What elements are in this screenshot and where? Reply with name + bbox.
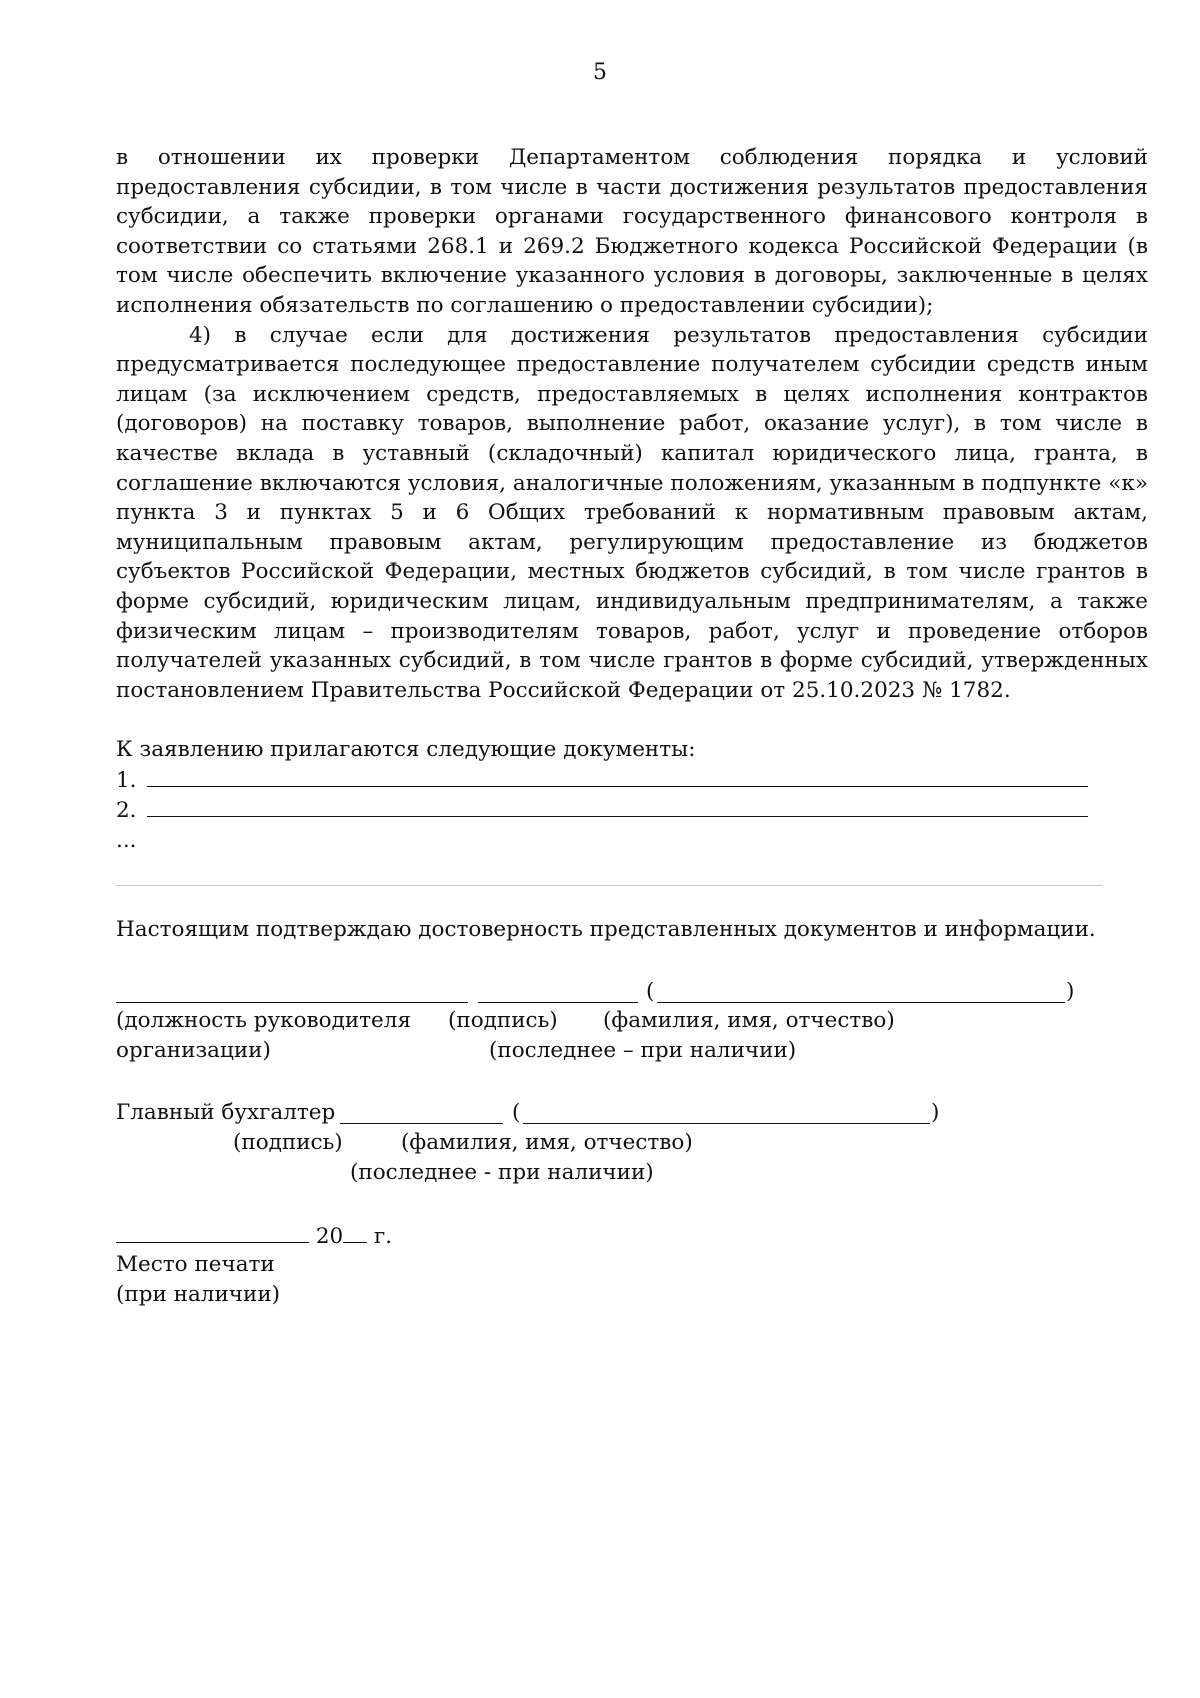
stamp-label: Место печати: [116, 1252, 275, 1277]
attachment-line-1: [116, 764, 1088, 795]
head-name-close-paren: ): [1066, 979, 1075, 1004]
accountant-title: Главный бухгалтер: [116, 1100, 336, 1125]
head-signature-blank[interactable]: [478, 980, 638, 1003]
page-number: 5: [593, 60, 607, 85]
head-position-caption: (должность руководителя: [116, 1008, 412, 1033]
accountant-name-blank[interactable]: [523, 1101, 930, 1124]
head-name-caption-2: (последнее – при наличии): [489, 1038, 797, 1063]
head-name-caption: (фамилия, имя, отчество): [603, 1008, 895, 1033]
attachments-heading: К заявлению прилагаются следующие документы:: [116, 737, 696, 762]
accountant-close-paren: ): [931, 1100, 940, 1125]
attachment-blank-1[interactable]: [147, 764, 1088, 787]
confirmation-text: Настоящим подтверждаю достоверность представленных документов и информации.: [116, 917, 1096, 942]
head-position-caption-2: организации): [116, 1038, 271, 1063]
date-year-suffix: г.: [374, 1224, 393, 1249]
attachment-line-2: [116, 794, 1088, 825]
head-name-blank[interactable]: [657, 980, 1065, 1003]
attachment-blank-2[interactable]: [147, 794, 1088, 817]
head-position-blank[interactable]: [116, 980, 468, 1003]
attachment-number-1: 1.: [116, 768, 137, 793]
attachment-number-2: 2.: [116, 798, 137, 823]
separator-line: [116, 885, 1102, 886]
head-name-open-paren: (: [646, 979, 655, 1004]
accountant-name-caption: (фамилия, имя, отчество): [401, 1130, 693, 1155]
head-signature-caption: (подпись): [448, 1008, 558, 1033]
date-year-blank[interactable]: [343, 1220, 367, 1243]
paragraph-item-4: 4) в случае если для достижения результатов предоставления субсидии предусматривается последующее предоставление получателем субсидии средств иным лицам (за исключением средств, предоставляемых в целях исполнения контрактов (договоров) на поставку товаров, выполнение работ, оказание услуг), в том числе в качестве вклада в уставный (складочный) капитал юридического лица, гранта, в соглашение включаются условия, аналогичные положениям, указанным в подпункте «к» пункта 3 и пунктах 5 и 6 Общих требований к нормативным правовым актам, муниципальным правовым актам, регулирующим предоставление из бюджетов субъектов Российской Федерации, местных бюджетов субсидий, в том числе грантов в форме субсидий, юридическим лицам, индивидуальным предпринимателям, а также физическим лицам – производителям товаров, работ, услуг и проведение отборов получателей указанных субсидий, в том числе грантов в форме субсидий, утвержденных постановлением Правительства Российской Федерации от 25.10.2023 № 1782.: [116, 322, 1148, 703]
date-day-month-blank[interactable]: [116, 1220, 309, 1243]
accountant-open-paren: (: [512, 1100, 521, 1125]
date-line: [116, 1220, 392, 1251]
date-year-prefix: 20: [315, 1224, 344, 1249]
attachments-ellipsis: ...: [116, 828, 137, 853]
accountant-signature-caption: (подпись): [233, 1130, 343, 1155]
accountant-name-caption-2: (последнее - при наличии): [350, 1160, 654, 1185]
body-text: [116, 143, 1148, 705]
stamp-label-2: (при наличии): [116, 1282, 281, 1307]
accountant-signature-blank[interactable]: [340, 1101, 503, 1124]
paragraph-continuation: в отношении их проверки Департаментом соблюдения порядка и условий предоставления субсидии, в том числе в части достижения результатов предоставления субсидии, а также проверки органами государственного финансового контроля в соответствии со статьями 268.1 и 269.2 Бюджетного кодекса Российской Федерации (в том числе обеспечить включение указанного условия в договоры, заключенные в целях исполнения обязательств по соглашению о предоставлении субсидии);: [116, 145, 1148, 318]
